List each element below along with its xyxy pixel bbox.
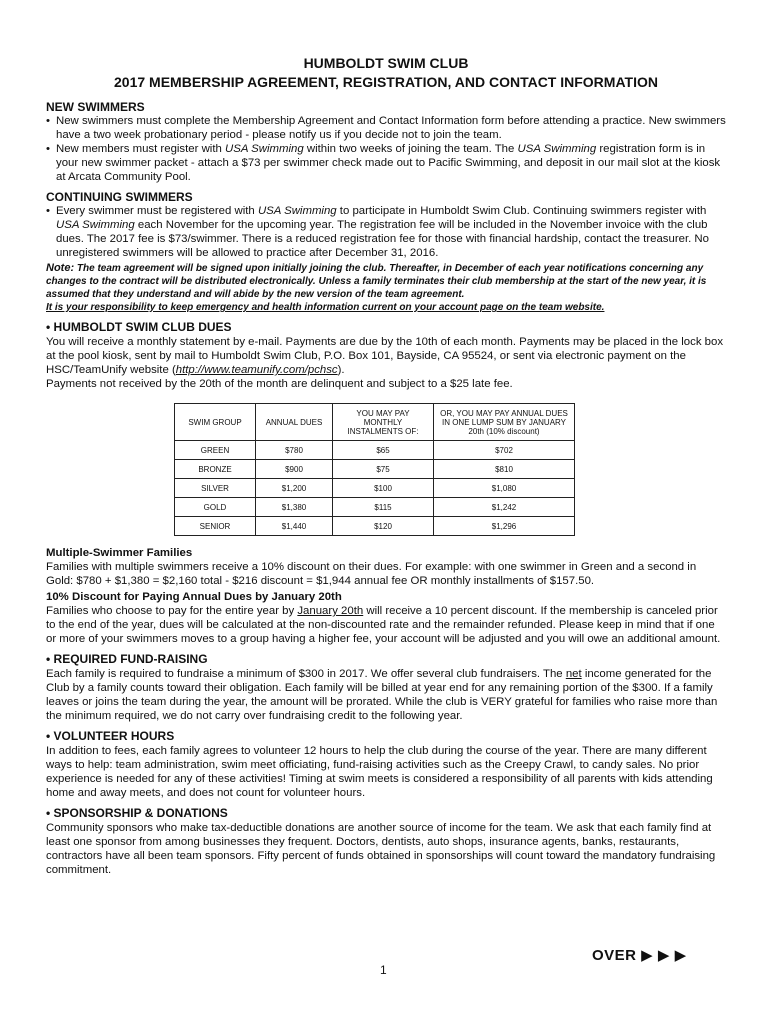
dues-heading: • HUMBOLDT SWIM CLUB DUES: [46, 320, 726, 335]
club-title: HUMBOLDT SWIM CLUB: [303, 55, 469, 71]
list-item: • New members must register with USA Swimming within two weeks of joining the team. The USA Swimming registration form is in your new swimmer packet - attach a $73 per swimmer check made out to Pacific Swimming, and deposit in our mail slot at the kiosk at Arcata Community Pool.: [56, 142, 726, 184]
dues-table: [174, 403, 575, 536]
col-annual-dues: ANNUAL DUES: [256, 404, 333, 441]
responsibility-note: It is your responsibility to keep emergency and health information current on your account page on the team website.: [46, 302, 605, 313]
document-page: [46, 54, 726, 877]
table-row: SENIOR $1,440 $120 $1,296: [175, 517, 575, 536]
col-monthly: YOU MAY PAY MONTHLY INSTALMENTS OF:: [333, 404, 434, 441]
discount-heading: 10% Discount for Paying Annual Dues by January 20th: [46, 591, 342, 603]
list-item: • New swimmers must complete the Membership Agreement and Contact Information form before attending a practice. New swimmers have a two week probationary period - please notify us if you decide not to join the team.: [56, 114, 726, 142]
volunteer-heading: • VOLUNTEER HOURS: [46, 729, 726, 744]
continuing-swimmers-heading: CONTINUING SWIMMERS: [46, 190, 193, 204]
table-row: GREEN $780 $65 $702: [175, 441, 575, 460]
late-fee-paragraph: Payments not received by the 20th of the month are delinquent and subject to a $25 late fee.: [46, 378, 513, 390]
sponsorship-paragraph: Community sponsors who make tax-deductible donations are another source of income for the team. We ask that each family find at least one sponsor from among businesses they frequent. Doctors, dentists, auto shops, insurance agents, banks, restaurants, contractors have all been team sponsors. Fifty percent of funds obtained in sponsorships will count toward the mandatory fundraising commitment.: [46, 822, 716, 876]
continuing-list: [46, 204, 726, 260]
new-swimmers-heading: NEW SWIMMERS: [46, 100, 145, 114]
fund-raising-paragraph: Each family is required to fundraise a minimum of $300 in 2017. We offer several club fundraisers. The net income generated for the Club by a family counts toward their obligation. Each family will be billed at year end for any remaining portion of the $300. If a family leaves or joins the team during the year, the amount will be prorated. While the club is VERY grateful for families who raise more than the minimum required, we do not carry over fundraising credit to the following year.: [46, 668, 718, 722]
table-row: SILVER $1,200 $100 $1,080: [175, 479, 575, 498]
new-swimmers-list: [46, 114, 726, 184]
teamunify-link[interactable]: http://www.teamunify.com/pchsc: [175, 364, 338, 376]
discount-paragraph: Families who choose to pay for the entire year by January 20th will receive a 10 percent discount. If the membership is canceled prior to the end of the year, dues will be calculated at the non-discounted rate and the remainder refunded. Please keep in mind that if one or more of your swimmers moves to a group having a higher fee, your account will be adjusted and you will owe an additional amount.: [46, 605, 721, 645]
table-row: GOLD $1,380 $115 $1,242: [175, 498, 575, 517]
sponsorship-heading: • SPONSORSHIP & DONATIONS: [46, 806, 726, 821]
over-indicator: OVER ▶ ▶ ▶: [592, 947, 687, 964]
dues-paragraph: You will receive a monthly statement by e-mail. Payments are due by the 10th of each month. Payments may be placed in the lock box at the pool kiosk, sent by mail to Humboldt Swim Club, P.O. Box 101, Bayside, CA 95524, or sent via electronic payment on the HSC/TeamUnify website (http://www.teamunify.com/pchsc).: [46, 336, 724, 376]
fund-raising-heading: • REQUIRED FUND-RAISING: [46, 652, 726, 667]
col-swim-group: SWIM GROUP: [175, 404, 256, 441]
document-title: 2017 MEMBERSHIP AGREEMENT, REGISTRATION, AND CONTACT INFORMATION: [114, 74, 658, 90]
table-header-row: [175, 404, 575, 441]
table-row: BRONZE $900 $75 $810: [175, 460, 575, 479]
col-lump-sum: OR, YOU MAY PAY ANNUAL DUES IN ONE LUMP SUM BY JANUARY 20th (10% discount): [434, 404, 575, 441]
list-item: • Every swimmer must be registered with USA Swimming to participate in Humboldt Swim Club. Continuing swimmers register with USA Swimming each November for the upcoming year. The registration fee will be included in the November invoice with the club dues. The 2017 fee is $73/swimmer. There is a reduced registration fee for those with financial hardship, contact the treasurer. No unregistered swimmers will be allowed to practice after December 31, 2016.: [56, 204, 726, 260]
multi-swimmer-heading: Multiple-Swimmer Families: [46, 547, 193, 559]
multi-swimmer-paragraph: Families with multiple swimmers receive a 10% discount on their dues. For example: with one swimmer in Green and a second in Gold: $780 + $1,380 = $2,160 total - $216 discount = $1,944 annual fee OR monthly installments of $157.50.: [46, 561, 697, 587]
page-number: 1: [380, 963, 387, 977]
team-agreement-note: Note: The team agreement will be signed upon initially joining the club. Thereafter, in December of each year notifications concerning any changes to the contract will be distributed electronically. Unless a family terminates their club membership at the start of the new year, it is assumed that they understand and will abide by the new version of the team agreement. It is your responsibility to keep emergency and health information current on your account page on the team website.: [46, 262, 707, 313]
volunteer-paragraph: In addition to fees, each family agrees to volunteer 12 hours to help the club during the course of the year. There are many different ways to help: team administration, swim meet officiating, fund-raising activities such as the Creepy Crawl, to candy sales. No prior experience is needed for any of these activities! Timing at swim meets is considered a responsibility of all parents with kids attending home and away meets, and does not count for volunteer hours.: [46, 745, 713, 799]
